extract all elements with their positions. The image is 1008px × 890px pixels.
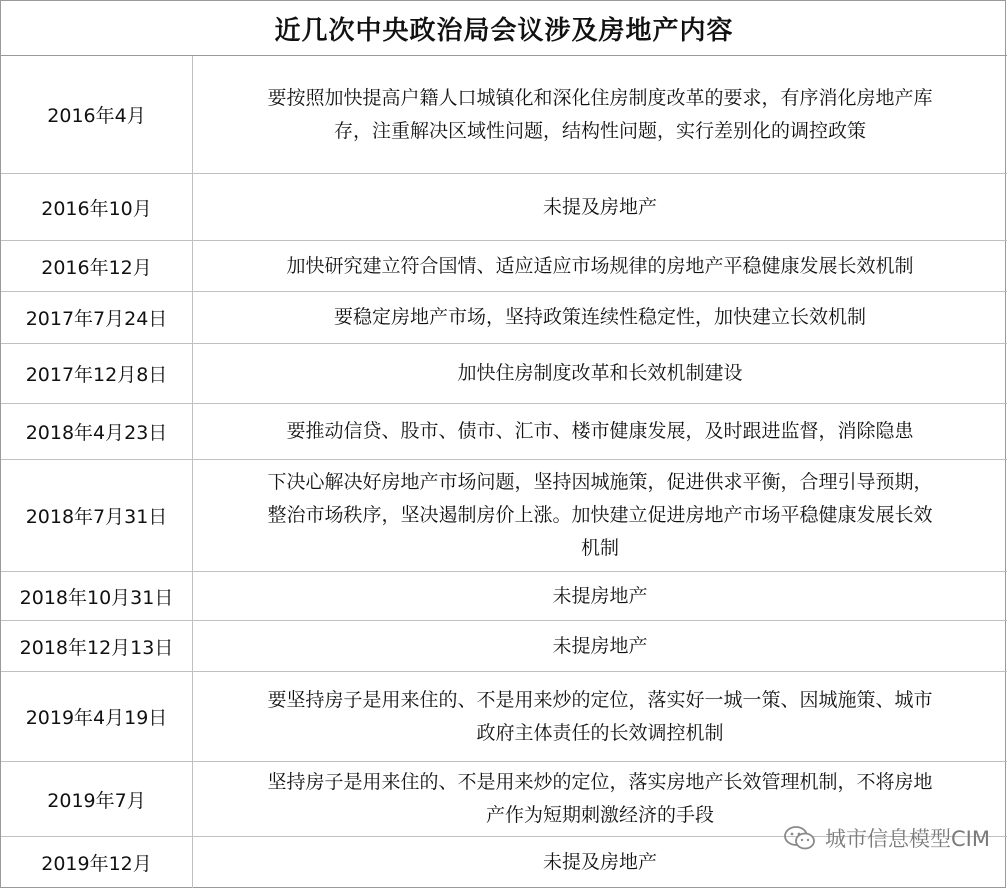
row-date: 2016年12月: [1, 241, 193, 291]
table-row: [1, 241, 1007, 292]
table-row: [1, 572, 1007, 621]
content-line: 要坚持房子是用来住的、不是用来炒的定位，落实好一城一策、因城施策、城市: [267, 688, 933, 711]
row-date: 2018年12月13日: [1, 621, 193, 671]
content-line: 要推动信贷、股市、债市、汇市、楼市健康发展，及时跟进监督，消除隐患: [286, 420, 914, 442]
row-date: 2016年10月: [1, 174, 193, 240]
row-date: 2019年12月: [1, 837, 193, 888]
content-line: 未提及房地产: [542, 851, 657, 873]
row-content: [193, 621, 1007, 671]
content-line: 机制: [580, 537, 619, 559]
watermark-text: 城市信息模型CIM: [825, 827, 990, 851]
content-line: 下决心解决好房地产市场问题，坚持因城施策，促进供求平衡，合理引导预期，: [267, 471, 933, 493]
content-line: 整治市场秩序，坚决遏制房价上涨。加快建立促进房地产市场平稳健康发展长效: [267, 504, 933, 526]
table-row: [1, 344, 1007, 404]
table-row: [1, 672, 1007, 762]
content-line: 坚持房子是用来住的、不是用来炒的定位，落实房地产长效管理机制，不将房地: [267, 771, 933, 793]
table-title: 近几次中央政治局会议涉及房地产内容: [1, 1, 1007, 56]
row-content: [193, 460, 1007, 571]
row-content: [193, 292, 1007, 343]
content-line: 要按照加快提高户籍人口城镇化和深化住房制度改革的要求，有序消化房地产库: [267, 86, 933, 109]
table-row: [1, 174, 1007, 241]
row-content: [193, 572, 1007, 620]
row-date: 2019年7月: [1, 762, 193, 836]
row-content: [193, 174, 1007, 240]
row-date: 2018年10月31日: [1, 572, 193, 620]
row-content: [193, 344, 1007, 403]
content-line: 要稳定房地产市场，坚持政策连续性稳定性，加快建立长效机制: [333, 306, 866, 328]
row-date: 2019年4月19日: [1, 672, 193, 761]
content-line: 加快住房制度改革和长效机制建设: [457, 362, 743, 384]
row-content: [193, 241, 1007, 291]
content-line: 未提及房地产: [542, 195, 657, 218]
content-line: 存，注重解决区域性问题，结构性问题，实行差别化的调控政策: [333, 119, 866, 142]
row-date: 2017年7月24日: [1, 292, 193, 343]
content-line: 产作为短期刺激经济的手段: [485, 804, 714, 826]
content-line: 未提房地产: [552, 584, 648, 607]
watermark: [783, 823, 990, 853]
row-date: 2018年7月31日: [1, 460, 193, 571]
row-content: [193, 56, 1007, 173]
content-line: 加快研究建立符合国情、适应适应市场规律的房地产平稳健康发展长效机制: [286, 254, 914, 277]
row-date: 2018年4月23日: [1, 404, 193, 459]
row-content: [193, 404, 1007, 459]
table-row: [1, 292, 1007, 344]
wechat-icon: [783, 825, 817, 851]
row-date: 2016年4月: [1, 56, 193, 173]
row-content: [193, 672, 1007, 761]
table-row: [1, 56, 1007, 174]
content-line: 未提房地产: [552, 634, 648, 657]
table-row: [1, 404, 1007, 460]
content-line: 政府主体责任的长效调控机制: [476, 721, 724, 744]
table-row: [1, 621, 1007, 672]
row-date: 2017年12月8日: [1, 344, 193, 403]
table-row: [1, 460, 1007, 572]
